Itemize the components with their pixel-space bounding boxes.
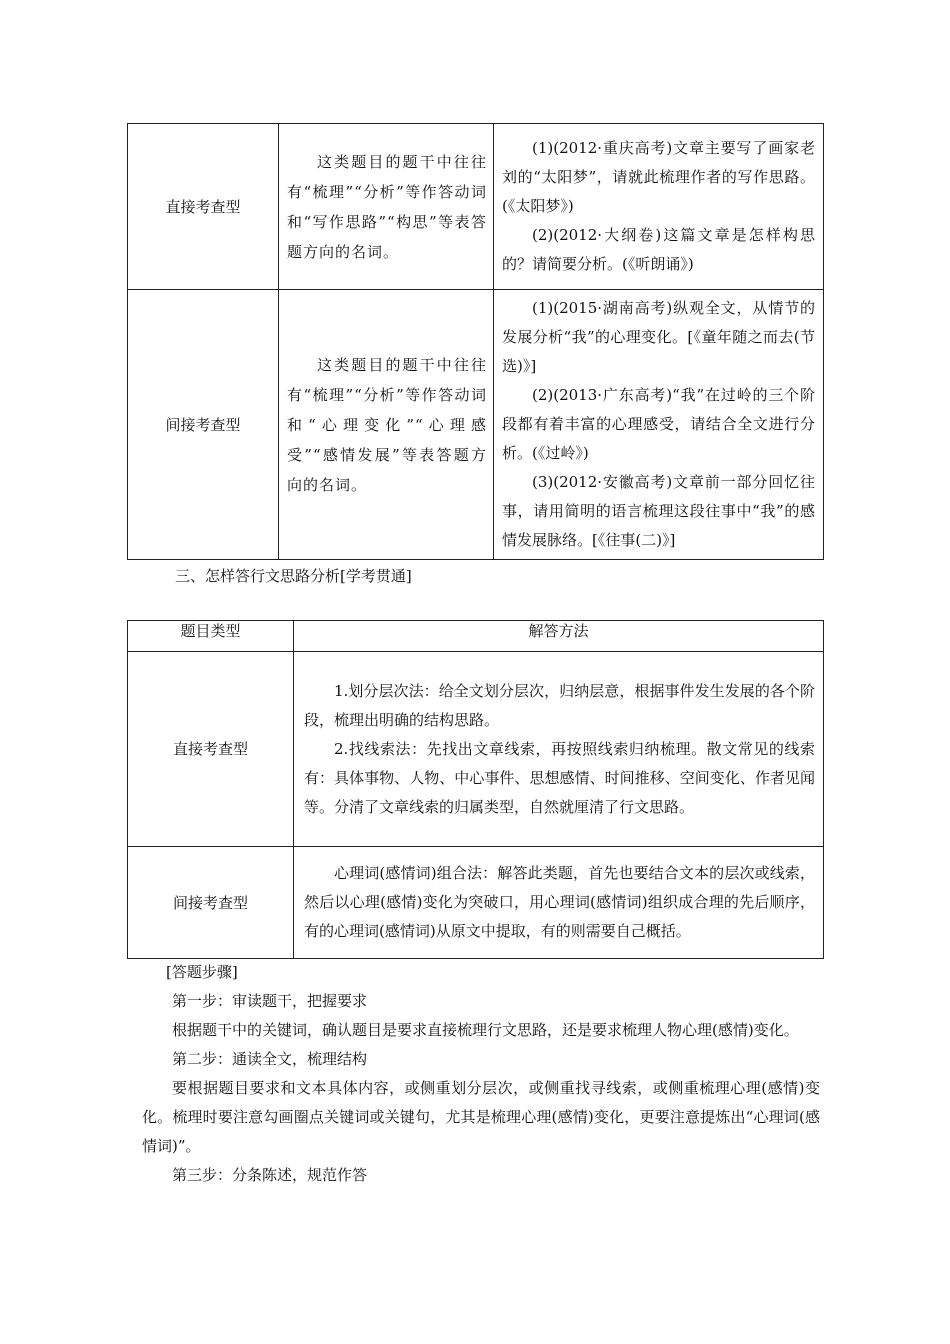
step1-title: 第一步：审读题干，把握要求 — [172, 992, 368, 1010]
table-row — [128, 847, 824, 959]
section-heading: 三、怎样答行文思路分析[学考贯通] — [175, 567, 412, 585]
example-text: (2)(2012·大纲卷)这篇文章是怎样构思的？请简要分析。(《听朗诵》) — [502, 226, 815, 273]
table-row — [128, 290, 824, 560]
example-text: (3)(2012·安徽高考)文章前一部分回忆往事，请用简明的语言梳理这段往事中“我”的感情发展脉络。[《往事(二)》] — [502, 473, 815, 549]
method-cell — [294, 847, 824, 959]
header-cell: 解答方法 — [294, 621, 824, 652]
method-text: 1.划分层次法：给全文划分层次，归纳层意，根据事件发生发展的各个阶段，梳理出明确的结构思路。 — [304, 681, 815, 729]
desc-text: 这类题目的题干中往往有“梳理”“分析”等作答动词和“写作思路”“构思”等表答题方向的名词。 — [287, 152, 487, 261]
method-text: 2.找线索法：先找出文章线索，再按照线索归纳梳理。散文常见的线索有：具体事物、人物、中心事件、思想感情、时间推移、空间变化、作者见闻等。分清了文章线索的归属类型，自然就厘清了行文思路。 — [304, 739, 815, 816]
step3-title: 第三步：分条陈述，规范作答 — [172, 1166, 368, 1184]
example-text: (2)(2013·广东高考)“我”在过岭的三个阶段都有着丰富的心理感受，请结合全文进行分析。(《过岭》) — [502, 386, 815, 462]
question-type-table — [127, 123, 824, 560]
type-cell: 直接考查型 — [128, 652, 294, 847]
steps-title: [答题步骤] — [166, 963, 238, 981]
method-cell — [294, 652, 824, 847]
desc-text: 这类题目的题干中往往有“梳理”“分析”等作答动词和“心理变化”“心理感受”“感情发展”等表答题方向的名词。 — [287, 355, 487, 494]
step2-text: 要根据题目要求和文本具体内容，或侧重划分层次，或侧重找寻线索，或侧重梳理心理(感情)变化。梳理时要注意勾画圈点关键词或关键句，尤其是梳理心理(感情)变化，更要注意提炼出“心理词(感情词)”。 — [142, 1079, 820, 1155]
example-cell — [494, 290, 824, 560]
answer-steps — [142, 958, 820, 1190]
step2-title: 第二步：通读全文，梳理结构 — [172, 1050, 368, 1068]
method-text: 心理词(感情词)组合法：解答此类题，首先也要结合文本的层次或线索，然后以心理(感情)变化为突破口，用心理词(感情词)组织成合理的先后顺序，有的心理词(感情词)从原文中提取，有的则需要自己概括。 — [304, 864, 815, 940]
example-cell — [494, 124, 824, 290]
table-header-row — [128, 621, 824, 652]
type-cell: 直接考查型 — [128, 124, 279, 290]
example-text: (1)(2012·重庆高考)文章主要写了画家老刘的“太阳梦”，请就此梳理作者的写作思路。(《太阳梦》) — [502, 139, 815, 215]
example-text: (1)(2015·湖南高考)纵观全文，从情节的发展分析“我”的心理变化。[《童年随之而去(节选)》] — [502, 299, 815, 375]
header-cell: 题目类型 — [128, 621, 294, 652]
type-cell: 间接考查型 — [128, 290, 279, 560]
table-row — [128, 652, 824, 847]
step1-text: 根据题干中的关键词，确认题目是要求直接梳理行文思路，还是要求梳理人物心理(感情)变化。 — [172, 1021, 799, 1039]
answer-method-table — [127, 620, 824, 959]
desc-cell — [279, 290, 494, 560]
type-cell: 间接考查型 — [128, 847, 294, 959]
desc-cell — [279, 124, 494, 290]
table-row — [128, 124, 824, 290]
